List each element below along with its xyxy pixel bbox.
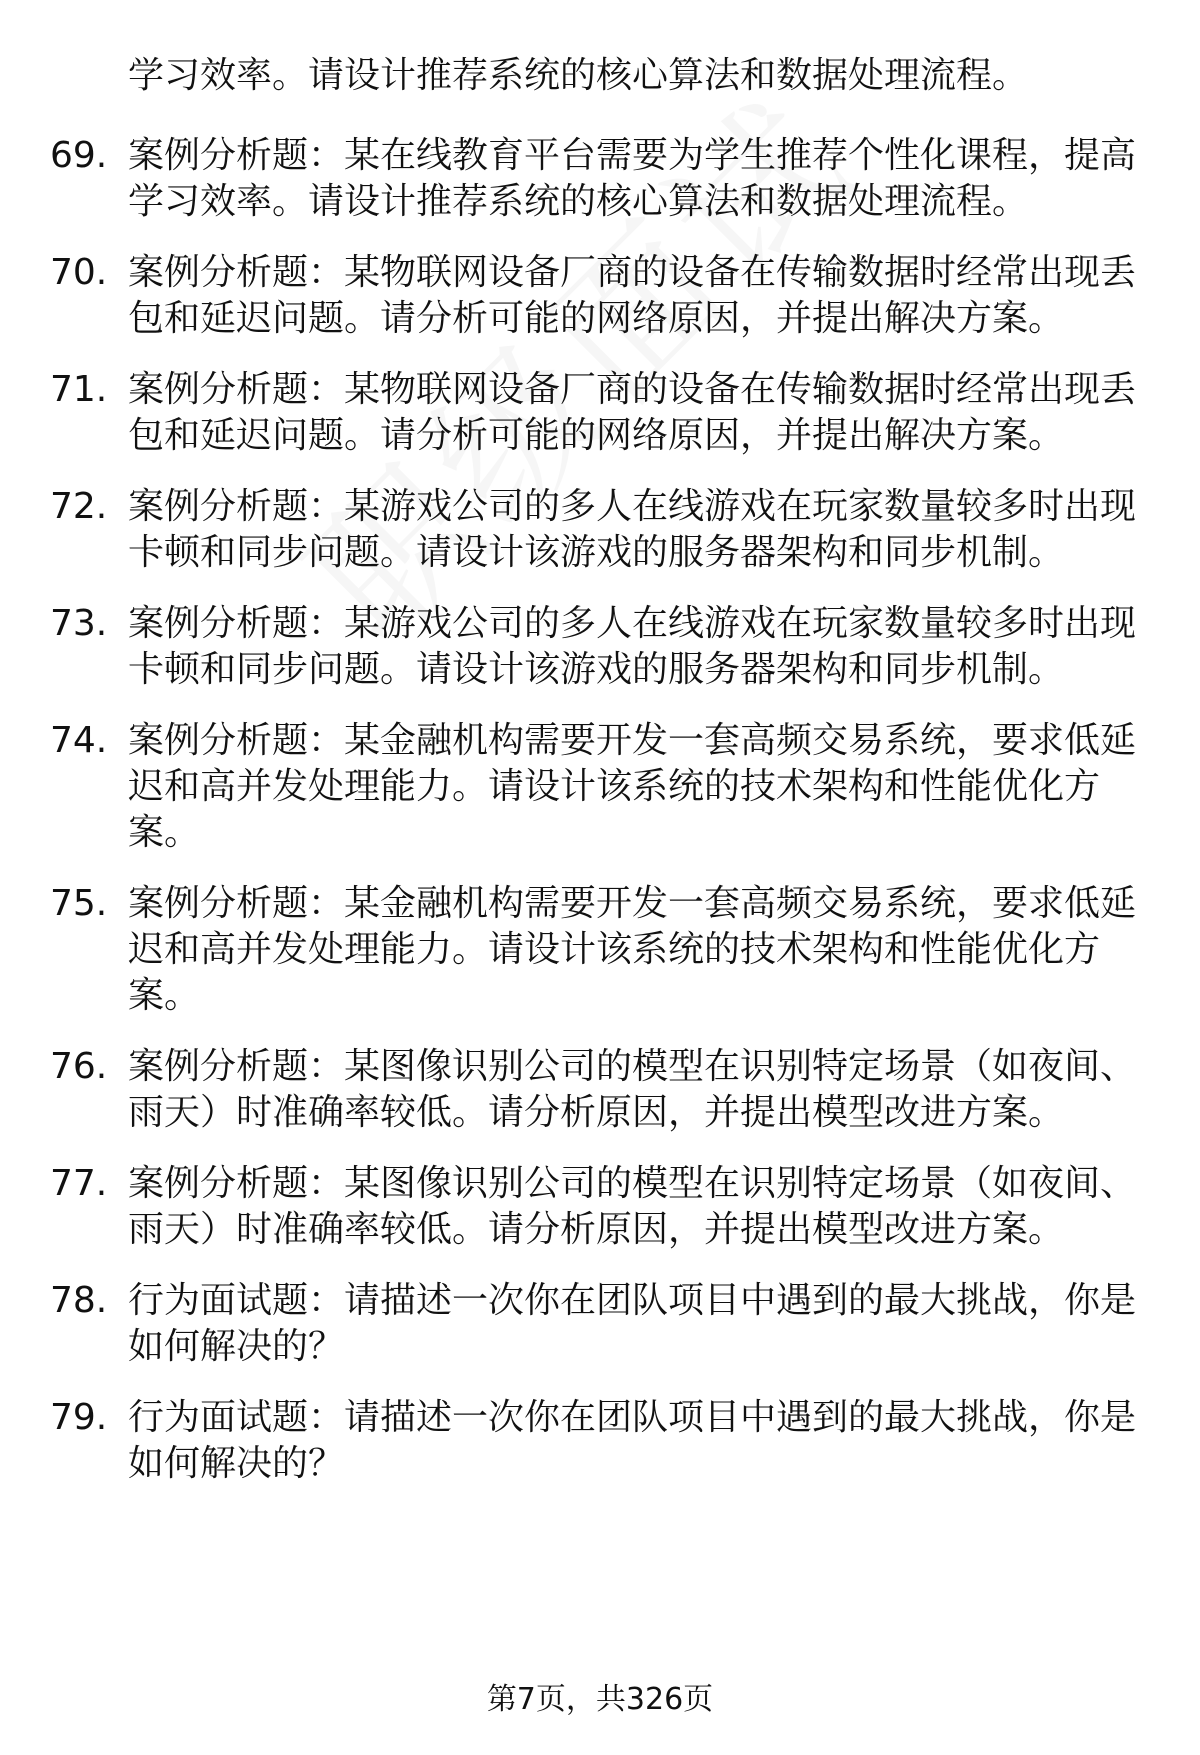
question-number: 70. <box>50 252 108 293</box>
question-number: 72. <box>50 486 108 527</box>
question-line: 迟和高并发处理能力。请设计该系统的技术架构和性能优化方 <box>128 766 1101 807</box>
question-line: 行为面试题：请描述一次你在团队项目中遇到的最大挑战，你是 <box>128 1397 1137 1438</box>
question-line: 案例分析题：某金融机构需要开发一套高频交易系统，要求低延 <box>128 883 1137 924</box>
question-item <box>50 881 1170 1019</box>
question-number: 69. <box>50 135 108 176</box>
question-text <box>128 881 1138 1019</box>
question-line: 案例分析题：某图像识别公司的模型在识别特定场景（如夜间、 <box>128 1163 1137 1204</box>
question-item <box>50 601 1170 693</box>
question-line: 行为面试题：请描述一次你在团队项目中遇到的最大挑战，你是 <box>128 1280 1137 1321</box>
question-line: 案例分析题：某物联网设备厂商的设备在传输数据时经常出现丢 <box>128 369 1137 410</box>
question-line: 案例分析题：某图像识别公司的模型在识别特定场景（如夜间、 <box>128 1046 1137 1087</box>
question-line: 案例分析题：某物联网设备厂商的设备在传输数据时经常出现丢 <box>128 252 1137 293</box>
question-text <box>128 1395 1138 1487</box>
question-text <box>128 367 1138 459</box>
question-line: 如何解决的？ <box>128 1443 345 1484</box>
question-line: 学习效率。请设计推荐系统的核心算法和数据处理流程。 <box>128 181 1029 222</box>
question-text <box>128 1044 1138 1136</box>
question-item <box>50 718 1170 856</box>
question-line: 案例分析题：某金融机构需要开发一套高频交易系统，要求低延 <box>128 720 1137 761</box>
page-footer: 第7页，共326页 <box>486 1682 714 1717</box>
question-number: 77. <box>50 1163 108 1204</box>
question-item <box>50 250 1170 342</box>
question-text <box>128 1161 1138 1253</box>
question-item <box>50 367 1170 459</box>
question-number: 78. <box>50 1280 108 1321</box>
question-item <box>50 484 1170 576</box>
question-number: 79. <box>50 1397 108 1438</box>
question-line: 案例分析题：某在线教育平台需要为学生推荐个性化课程，提高 <box>128 135 1137 176</box>
question-number: 73. <box>50 603 108 644</box>
continuation-text: 学习效率。请设计推荐系统的核心算法和数据处理流程。 <box>128 55 1029 96</box>
question-line: 包和延迟问题。请分析可能的网络原因，并提出解决方案。 <box>128 415 1065 456</box>
question-line: 迟和高并发处理能力。请设计该系统的技术架构和性能优化方 <box>128 929 1101 970</box>
question-line: 案。 <box>128 812 201 853</box>
question-text <box>128 250 1138 342</box>
question-line: 案。 <box>128 975 201 1016</box>
question-item <box>50 133 1170 225</box>
question-item <box>50 1395 1170 1487</box>
question-text <box>128 1278 1138 1370</box>
question-number: 71. <box>50 369 108 410</box>
question-number: 74. <box>50 720 108 761</box>
question-line: 雨天）时准确率较低。请分析原因，并提出模型改进方案。 <box>128 1092 1065 1133</box>
question-text <box>128 484 1138 576</box>
question-line: 案例分析题：某游戏公司的多人在线游戏在玩家数量较多时出现 <box>128 603 1137 644</box>
question-item <box>50 1161 1170 1253</box>
question-line: 卡顿和同步问题。请设计该游戏的服务器架构和同步机制。 <box>128 532 1065 573</box>
question-line: 卡顿和同步问题。请设计该游戏的服务器架构和同步机制。 <box>128 649 1065 690</box>
question-number: 75. <box>50 883 108 924</box>
question-text <box>128 601 1138 693</box>
question-text <box>128 718 1138 856</box>
question-text <box>128 133 1138 225</box>
question-item <box>50 1044 1170 1136</box>
question-line: 雨天）时准确率较低。请分析原因，并提出模型改进方案。 <box>128 1209 1065 1250</box>
question-line: 包和延迟问题。请分析可能的网络原因，并提出解决方案。 <box>128 298 1065 339</box>
question-item <box>50 1278 1170 1370</box>
question-line: 案例分析题：某游戏公司的多人在线游戏在玩家数量较多时出现 <box>128 486 1137 527</box>
question-number: 76. <box>50 1046 108 1087</box>
question-line: 如何解决的？ <box>128 1326 345 1367</box>
